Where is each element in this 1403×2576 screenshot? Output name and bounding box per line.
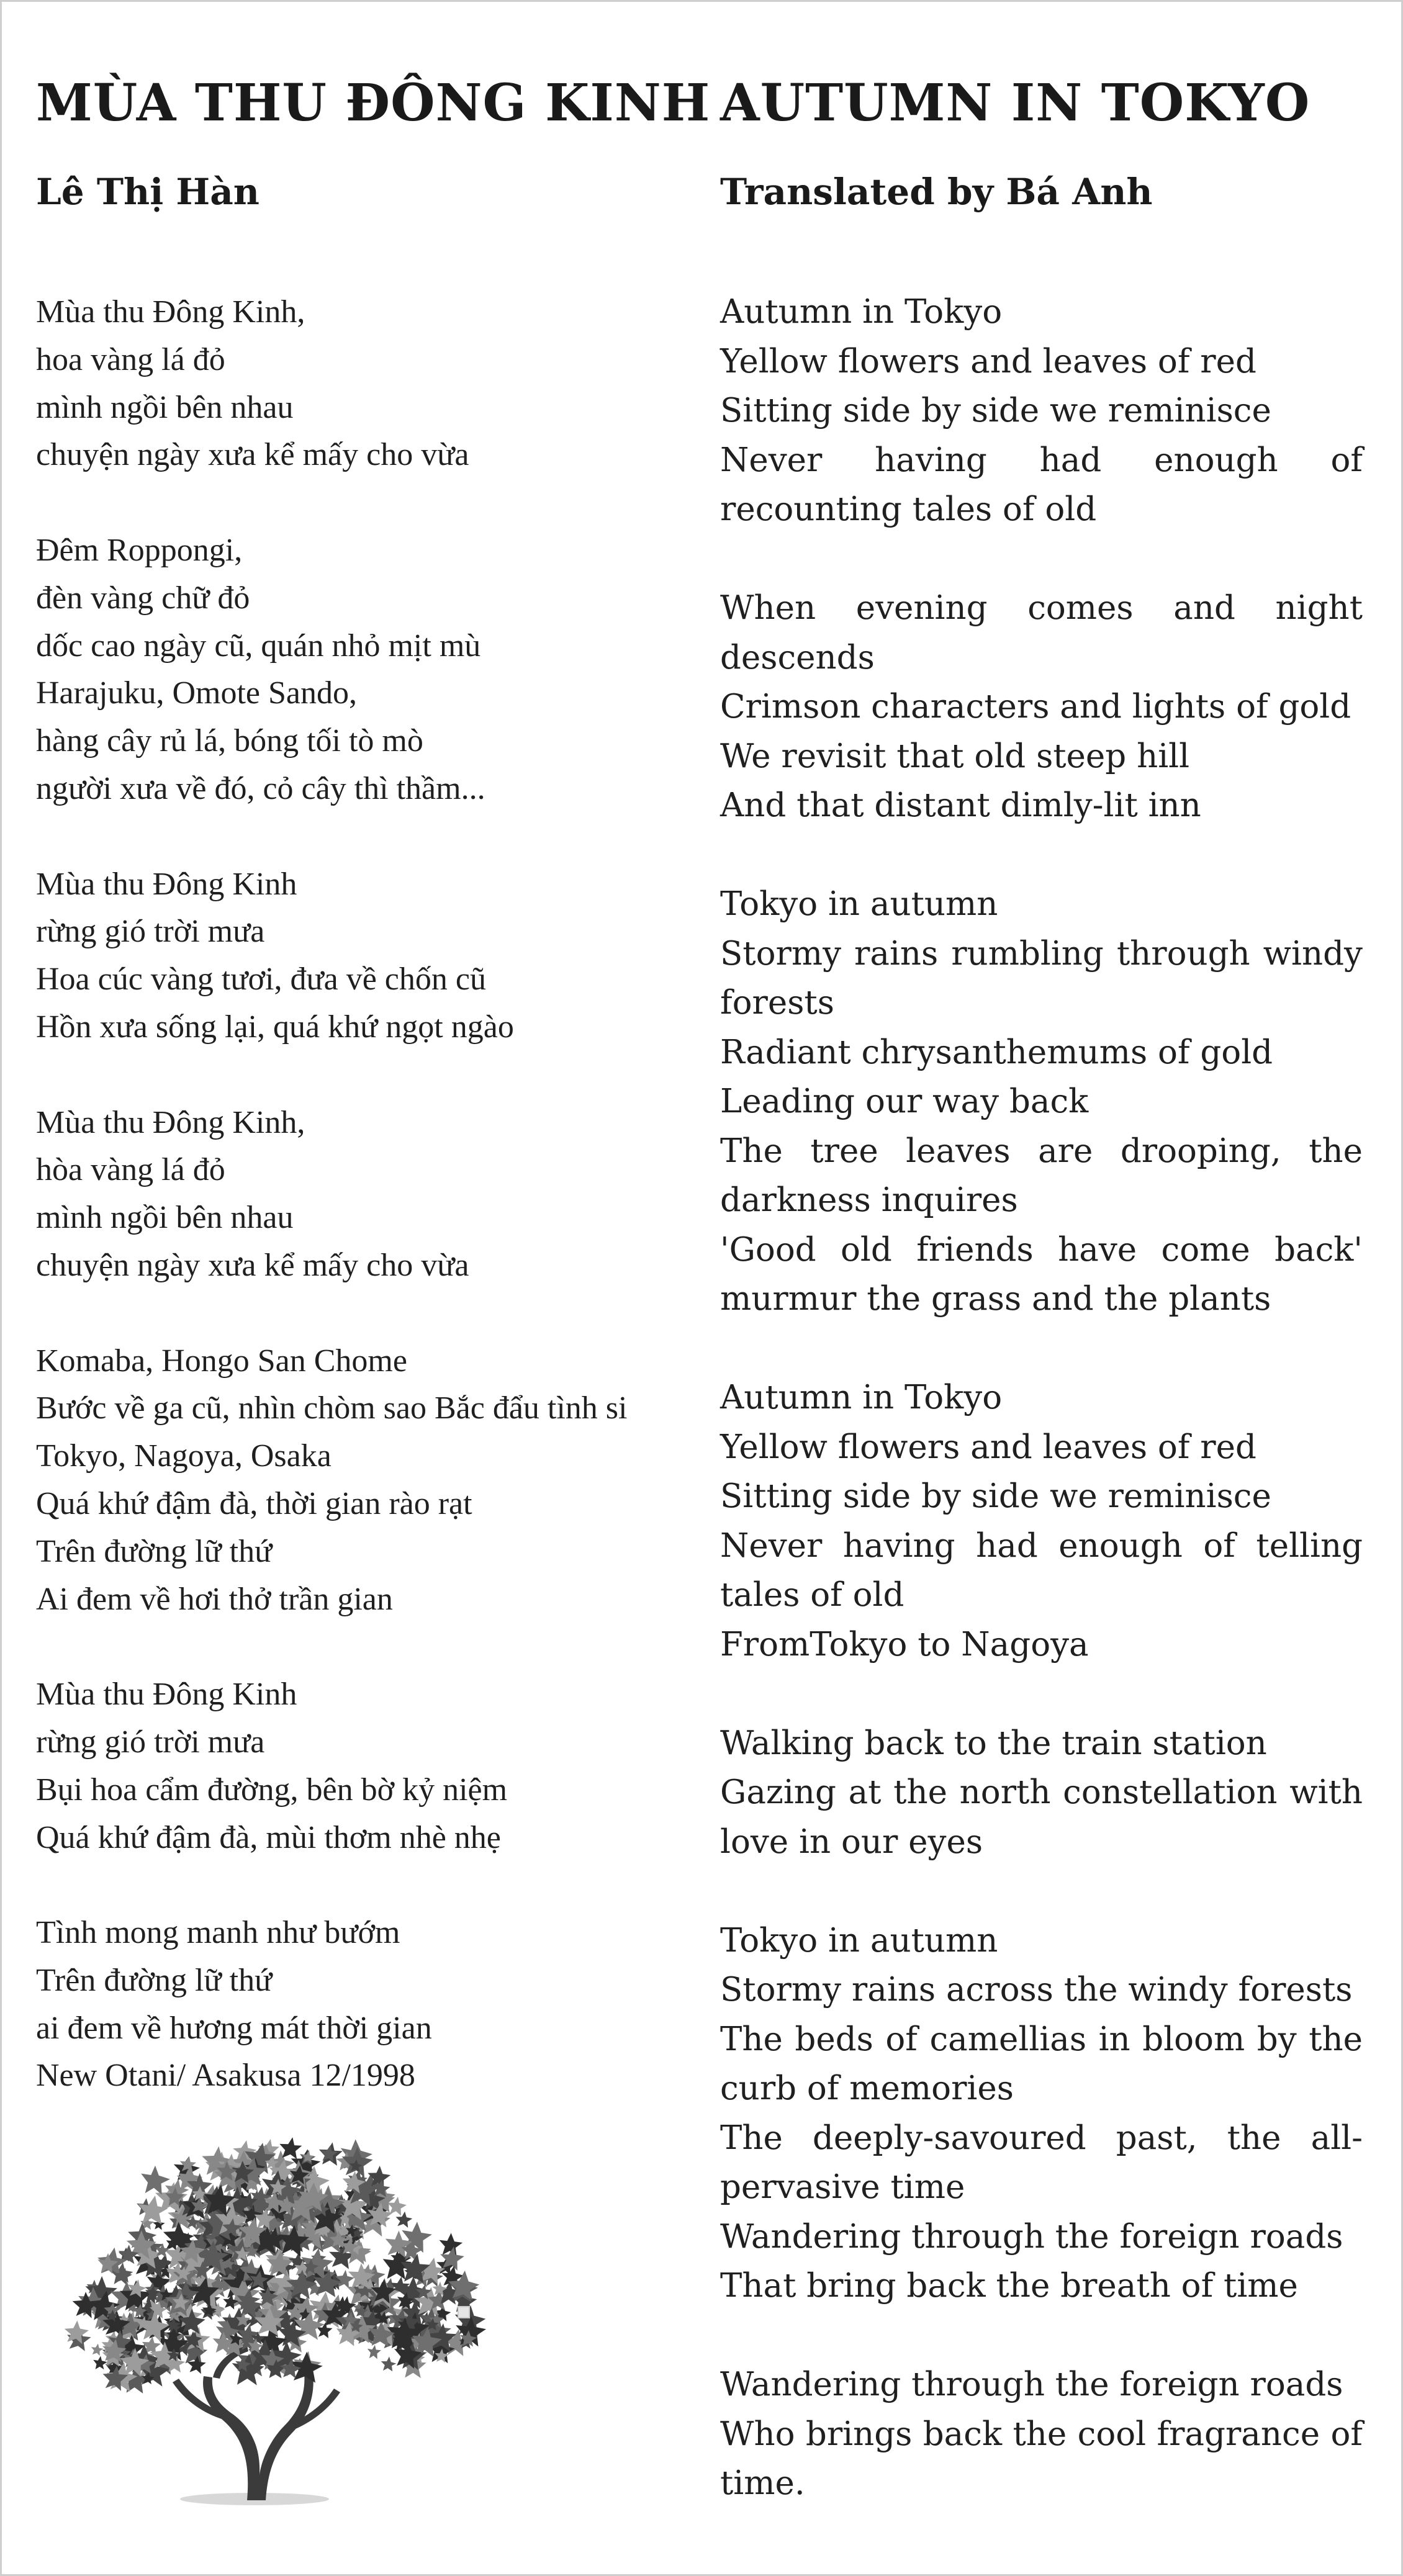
verse-line: hàng cây rủ lá, bóng tối tò mò [36,723,423,759]
stanza-gap [36,479,657,527]
verse-line: Crimson characters and lights of gold [720,688,1351,726]
verse-line: hoa vàng lá đỏ [36,341,225,377]
maple-leaf-icon [141,2166,170,2195]
verse-line: người xưa về đó, cỏ cây thì thầm... [36,770,485,806]
verse-line: hòa vàng lá đỏ [36,1152,225,1188]
verse-line: The beds of camellias in bloom by the curb of memories [720,2020,1363,2107]
verse-line: Yellow flowers and leaves of red [720,342,1256,381]
verse-line: Wandering through the foreign roads [720,2217,1343,2256]
verse-line: rừng gió trời mưa [36,914,265,950]
verse-line: Tokyo, Nagoya, Osaka [36,1438,332,1474]
verse-line: Who brings back the cool fragrance of time. [720,2415,1363,2502]
maple-leaf-icon [93,2356,107,2370]
stanza-gap [720,534,1363,584]
verse-line: chuyện ngày xưa kể mấy cho vừa [36,437,469,473]
verse-line: We revisit that old steep hill [720,737,1190,775]
verse-line: Trên đường lữ thứ [36,1533,273,1569]
verse-line: Bước về ga cũ, nhìn chòm sao Bắc đẩu tình si [36,1390,628,1426]
stanza-gap [720,2311,1363,2361]
stanza-gap [720,831,1363,880]
stanza-gap [36,1623,657,1671]
stanza-gap [36,813,657,861]
verse-line: Leading our way back [720,1083,1089,1120]
verse-line: The tree leaves are drooping, the darkness inquires [720,1132,1363,1219]
verse-line: Bụi hoa cẩm đường, bên bờ kỷ niệm [36,1772,508,1808]
verse-line: mình ngồi bên nhau [36,1200,294,1236]
verse-line: Harajuku, Omote Sando, [36,675,358,711]
english-title: AUTUMN IN TOKYO [720,73,1311,133]
verse-line: Quá khứ đậm đà, thời gian rào rạt [36,1485,472,1521]
maple-leaf-icon [381,2357,397,2372]
verse-line: chuyện ngày xưa kể mấy cho vừa [36,1247,469,1283]
verse-line: 'Good old friends have come back' murmur the grass and the plants [720,1230,1363,1318]
tree-watermark-icon [458,2307,469,2318]
verse-line: Mùa thu Đông Kinh [36,1677,297,1713]
verse-line: Mùa thu Đông Kinh, [36,294,305,330]
verse-line: Wandering through the foreign roads [720,2366,1343,2403]
stanza-gap [720,1867,1363,1916]
stanza-gap [36,1290,657,1338]
verse-line: New Otani/ Asakusa 12/1998 [36,2058,415,2094]
verse-line: Sitting side by side we reminisce [720,392,1271,430]
verse-line: Yellow flowers and leaves of red [720,1428,1256,1466]
stanza-gap [36,1052,657,1099]
maple-leaf-icon [91,2344,104,2356]
verse-line: Radiant chrysanthemums of gold [720,1033,1273,1071]
verse-line: Mùa thu Đông Kinh [36,866,297,902]
vietnamese-verses [36,289,657,2100]
verse-line: Mùa thu Đông Kinh, [36,1104,305,1140]
verse-line: đèn vàng chữ đỏ [36,580,250,616]
author-name: Lê Thị Hàn [36,171,259,213]
verse-line: Gazing at the north constellation with love in our eyes [720,1773,1363,1861]
verse-line: Tình mong manh như bướm [36,1915,400,1951]
verse-line: mình ngồi bên nhau [36,389,294,425]
maple-leaf-icon [440,2246,464,2271]
verse-line: Đêm Roppongi, [36,532,243,568]
verse-line: rừng gió trời mưa [36,1724,265,1760]
verse-line: Never having had enough of telling tales of old [720,1526,1363,1614]
maple-leaf-icon [368,2345,381,2359]
verse-line: FromTokyo to Nagoya [720,1625,1089,1664]
verse-line: Komaba, Hongo San Chome [36,1343,407,1379]
stanza-gap [720,1669,1363,1719]
tree-canopy [65,2137,486,2394]
english-verses [720,287,1363,2508]
verse-line: Stormy rains across the windy forests [720,1971,1353,2009]
verse-line: Autumn in Tokyo [720,1379,1003,1416]
verse-line: Trên đường lữ thứ [36,1962,273,1998]
verse-line: ai đem về hương mát thời gian [36,2010,432,2046]
maple-leaf-icon [396,2212,413,2228]
verse-line: The deeply-savoured past, the all-pervasive time [720,2119,1363,2206]
verse-line: Tokyo in autumn [720,885,998,923]
verse-line: Tokyo in autumn [720,1921,998,1960]
vietnamese-title: MÙA THU ĐÔNG KINH [36,73,711,133]
verse-line: Walking back to the train station [720,1724,1267,1762]
verse-line: Hoa cúc vàng tươi, đưa về chốn cũ [36,961,486,998]
verse-line: Sitting side by side we reminisce [720,1477,1271,1515]
verse-line: That bring back the breath of time [720,2267,1298,2305]
tree-illustration [61,2128,520,2513]
verse-line: Never having had enough of recounting tales of old [720,441,1363,528]
translator-credit: Translated by Bá Anh [720,171,1153,213]
verse-line: When evening comes and night descends [720,589,1363,677]
verse-line: And that distant dimly-lit inn [720,786,1201,824]
verse-line: Stormy rains rumbling through windy forests [720,934,1363,1022]
stanza-gap [36,1862,657,1909]
verse-line: Hồn xưa sống lại, quá khứ ngọt ngào [36,1009,514,1045]
verse-line: Autumn in Tokyo [720,293,1003,331]
verse-line: dốc cao ngày cũ, quán nhỏ mịt mù [36,628,481,664]
stanza-gap [720,1324,1363,1374]
verse-line: Quá khứ đậm đà, mùi thơm nhè nhẹ [36,1819,501,1855]
verse-line: Ai đem về hơi thở trần gian [36,1581,393,1617]
